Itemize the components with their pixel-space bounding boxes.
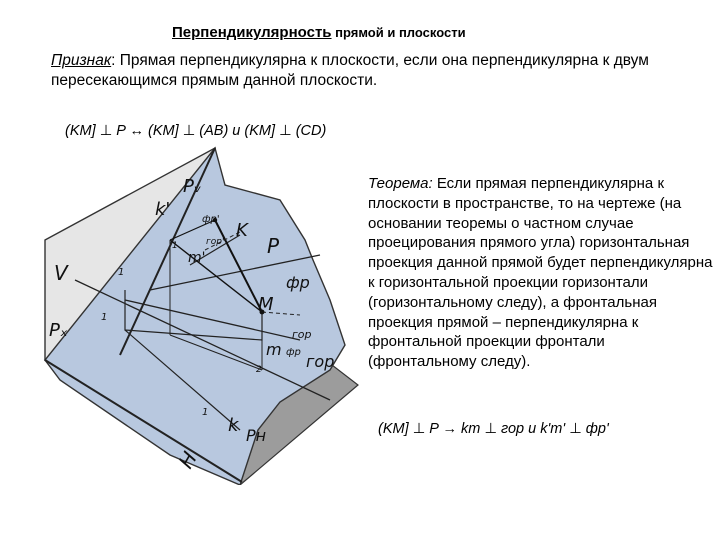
label-M: M [258, 294, 274, 315]
label-m-prime-top: m' [188, 250, 206, 266]
label-k: k [228, 415, 239, 436]
label-one-c: 1 [202, 407, 209, 418]
label-fr-bottom: фр [286, 347, 301, 358]
label-K: K [236, 220, 248, 241]
label-one-b: 1 [101, 312, 108, 323]
criterion-formula: (KM] ⊥ P ↔ (KM] ⊥ (AB) и (KM] ⊥ (CD) [65, 123, 327, 139]
criterion-text: Прямая перпендикулярна к плоскости, если она перпендикулярна к двум пересекающимся прямым данной плоскости. [51, 52, 649, 89]
label-V: V [54, 261, 68, 285]
criterion-colon: : [111, 52, 116, 69]
projection-drawing [30, 140, 365, 485]
label-one-d: 1 [172, 241, 178, 251]
theorem-paragraph [368, 174, 716, 372]
label-gor-prime-top: гор' [206, 237, 225, 247]
theorem-text: Если прямая перпендикулярна к плоскости в пространстве, то на чертеже (на основании теоремы о частном случае проецирования прямого угла) горизонтальная проекция данной прямой будет перпендикулярна к горизонтальной проекции горизонтали (горизонтальному следу), а фронтальная проекция прямой – перпендикулярна к фронтальной проекции фронтали (фронтальному следу). [368, 175, 713, 371]
label-px: Pₓ [49, 320, 68, 341]
title-rest: прямой и плоскости [331, 25, 466, 40]
page-title [172, 24, 466, 41]
label-ph: Pн [246, 426, 267, 445]
label-m: m [266, 340, 282, 359]
title-main: Перпендикулярность [172, 24, 332, 41]
label-H: H [173, 447, 202, 473]
theorem-label: Теорема: [368, 175, 433, 192]
label-fr: фр [286, 273, 310, 292]
label-k-prime: k' [155, 199, 171, 220]
criterion-paragraph [51, 51, 661, 91]
criterion-label: Признак [51, 52, 112, 69]
label-gor: гор [306, 352, 335, 371]
label-fr-small: фр' [202, 214, 220, 225]
theorem-formula: (KM] ⊥ P → km ⊥ гор и k'm' ⊥ фр' [378, 421, 609, 437]
label-gor-small: гор [292, 328, 312, 341]
label-one-a: 1 [118, 267, 125, 278]
label-pv: Pᵥ [183, 176, 202, 197]
label-P: P [267, 234, 280, 258]
label-two: 2 [256, 365, 262, 375]
